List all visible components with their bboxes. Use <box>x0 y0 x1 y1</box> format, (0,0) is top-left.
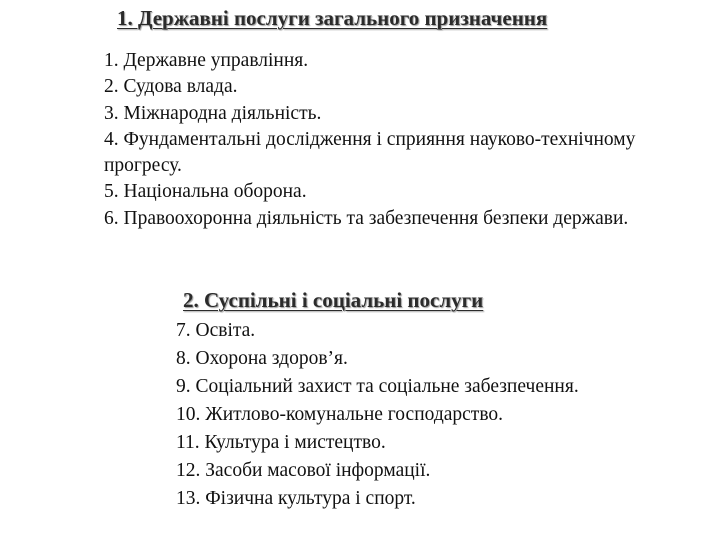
list-item: 3. Міжнародна діяльність. <box>104 102 322 124</box>
list-item: 4. Фундаментальні дослідження і сприяння науково-технічному прогресу. <box>104 128 636 177</box>
list-item: 6. Правоохоронна діяльність та забезпечення безпеки держави. <box>104 207 629 229</box>
section-2-heading: 2. Суспільні і соціальні послуги <box>183 288 484 312</box>
list-item: 7. Освіта. <box>176 320 256 341</box>
list-item: 8. Охорона здоров’я. <box>176 348 348 369</box>
list-item: 1. Державне управління. <box>104 50 309 71</box>
list-item: 12. Засоби масової інформації. <box>176 460 431 481</box>
list-item: 13. Фізична культура і спорт. <box>176 488 416 509</box>
section-1-heading: 1. Державні послуги загального призначення <box>117 6 548 30</box>
list-item: 10. Житлово-комунальне господарство. <box>176 404 504 425</box>
general-services-list <box>104 48 664 232</box>
list-item: 2. Судова влада. <box>104 76 238 98</box>
list-item: 11. Культура і мистецтво. <box>176 432 386 453</box>
social-services-list <box>176 317 706 513</box>
list-item: 5. Національна оборона. <box>104 181 307 203</box>
list-item: 9. Соціальний захист та соціальне забезпечення. <box>176 376 579 397</box>
